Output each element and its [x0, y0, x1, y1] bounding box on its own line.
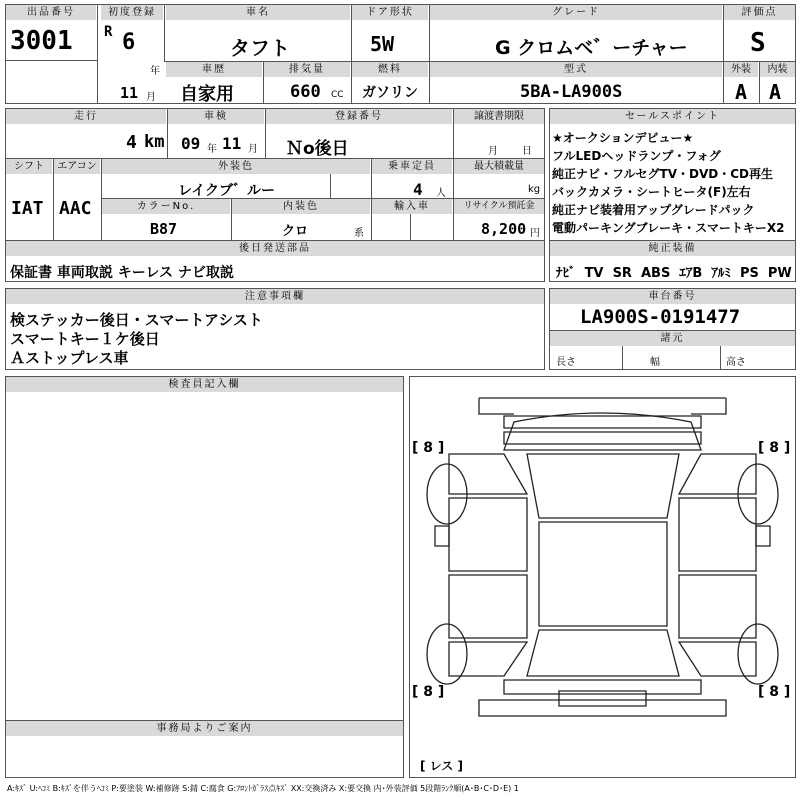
shift-label: シフト	[6, 159, 52, 174]
interior-label: 内装	[760, 62, 795, 77]
history: 自家用	[180, 84, 234, 105]
capacity: 4	[413, 180, 423, 199]
exterior-color: レイクブ゛ルー	[178, 183, 276, 199]
chassis-label: 車台番号	[550, 289, 795, 304]
capacity-label: 乗車定員	[372, 159, 452, 174]
chassis-number: LA900S-0191477	[580, 306, 741, 328]
transfer-month: 月	[488, 146, 498, 157]
int-color-label: 内装色	[232, 199, 370, 214]
interior-score: A	[769, 80, 782, 104]
shift: IAT	[11, 198, 44, 219]
tire-rear-right: [ 8 ]	[758, 684, 791, 700]
grade: G クロムベ゛ーチャー	[495, 37, 688, 59]
displacement: 660	[290, 82, 321, 102]
equip-item: ABS	[641, 266, 671, 281]
car-name: タフト	[230, 36, 290, 60]
import-label: 輸入車	[372, 199, 452, 214]
int-color: クロ	[282, 224, 309, 239]
lot-number: 3001	[10, 26, 73, 56]
transfer-day: 日	[522, 146, 532, 157]
history-label: 車歴	[166, 62, 262, 77]
mileage: 4	[126, 132, 137, 153]
capacity-unit: 人	[436, 188, 446, 199]
insp-month: 11	[222, 134, 242, 153]
tire-front-right: [ 8 ]	[758, 440, 791, 456]
reg-month: 11	[120, 84, 139, 102]
note-line: 検ステッカー後日・スマートアシスト	[10, 311, 263, 329]
tire-rear-left: [ 8 ]	[412, 684, 445, 700]
exterior-label: 外装	[724, 62, 758, 77]
note-line: Ａストップレス車	[10, 349, 129, 367]
color-label: 外装色	[102, 159, 370, 174]
load-unit: kg	[528, 184, 541, 195]
color-no: B87	[150, 220, 178, 238]
equip-item: ｱﾙﾐ	[711, 266, 731, 281]
car-name-label: 車名	[166, 5, 350, 20]
era: R	[104, 24, 113, 40]
cc-unit: CC	[331, 90, 344, 100]
equip-item: TV	[584, 266, 604, 281]
int-suffix: 系	[354, 228, 364, 239]
lot-label: 出品番号	[6, 5, 96, 20]
ac: AAC	[59, 198, 92, 219]
recycle-label: リサイクル預託金	[454, 199, 544, 214]
sales-point-line: フルLEDヘッドランプ・フォグ	[552, 149, 721, 163]
first-reg-label: 初度登録	[101, 5, 163, 20]
tire-front-left: [ 8 ]	[412, 440, 445, 456]
fuel: ガソリン	[362, 85, 418, 101]
registration-label: 登録番号	[266, 109, 452, 124]
ac-label: エアコン	[54, 159, 100, 174]
legend: A:ｷｽﾞ U:ﾍｺﾐ B:ｷｽﾞを伴うﾍｺﾐ P:要塗装 W:補修跡 S:錆 C:腐食 G:ﾌﾛﾝﾄｶﾞﾗｽ点ｷｽﾞ XX:交換済み X:要交換 内･外装評価 5段階ﾗﾝｸ順(A･B･C･D･E) 1	[7, 784, 519, 793]
office-label: 事務局よりご案内	[6, 721, 403, 736]
later-docs-label: 後日発送部品	[6, 241, 544, 256]
equip-item: ﾅﾋﾞ	[556, 266, 576, 281]
year-unit: 年	[150, 66, 160, 77]
load-label: 最大積載量	[454, 159, 544, 174]
spec-length: 長さ	[556, 357, 576, 368]
km-unit: km	[144, 132, 165, 152]
yen-unit: 円	[530, 228, 540, 239]
color-no-label: カラーNo.	[102, 199, 230, 214]
insp-year-unit: 年	[207, 144, 217, 155]
month-unit: 月	[146, 92, 156, 103]
insp-month-unit: 月	[248, 144, 258, 155]
inspector-label: 検査員記入欄	[6, 377, 403, 392]
spec-width: 幅	[650, 357, 660, 368]
note-line: スマートキー１ケ後日	[10, 330, 160, 348]
sales-point-line: 純正ナビ・フルセグTV・DVD・CD再生	[552, 167, 773, 181]
equipment-label: 純正装備	[550, 241, 795, 256]
score: S	[750, 28, 766, 58]
sales-point-line: 純正ナビ装着用アップグレードパック	[552, 203, 755, 217]
equipment-list	[556, 262, 792, 281]
transfer-label: 譲渡書期限	[454, 109, 544, 124]
sales-point-line: ★オークションデビュー★	[552, 131, 694, 145]
equip-item: PW	[767, 266, 792, 281]
model-label: 型式	[430, 62, 722, 77]
grade-label: グレード	[430, 5, 722, 20]
insp-year: 09	[181, 134, 201, 153]
inspector-frame	[5, 376, 404, 778]
car-diagram	[409, 376, 796, 778]
door: 5W	[370, 32, 395, 56]
mileage-label: 走行	[6, 109, 166, 124]
door-label: ドア形状	[352, 5, 428, 20]
later-docs: 保証書 車両取説 キーレス ナビ取説	[10, 265, 234, 281]
equip-item: ｴｱB	[679, 266, 703, 281]
recycle-fee: 8,200	[481, 220, 527, 238]
notes-label: 注意事項欄	[6, 289, 544, 304]
score-label: 評価点	[724, 5, 795, 20]
displacement-label: 排気量	[264, 62, 350, 77]
spec-height: 高さ	[726, 357, 746, 368]
model: 5BA-LA900S	[520, 82, 623, 102]
reg-year: 6	[122, 30, 136, 55]
exterior-score: A	[735, 80, 748, 104]
fuel-label: 燃料	[352, 62, 428, 77]
sales-point-line: 電動パーキングブレーキ・スマートキーX2	[552, 221, 785, 235]
equip-item: PS	[739, 266, 759, 281]
equip-item: SR	[612, 266, 632, 281]
spare-tire: [ レス ]	[420, 759, 463, 773]
sales-points-label: セールスポイント	[550, 109, 795, 124]
specs-label: 諸元	[550, 331, 795, 346]
inspection-label: 車検	[168, 109, 264, 124]
sales-point-line: バックカメラ・シートヒータ(F)左右	[552, 185, 751, 199]
registration: Ｎo後日	[286, 139, 349, 159]
